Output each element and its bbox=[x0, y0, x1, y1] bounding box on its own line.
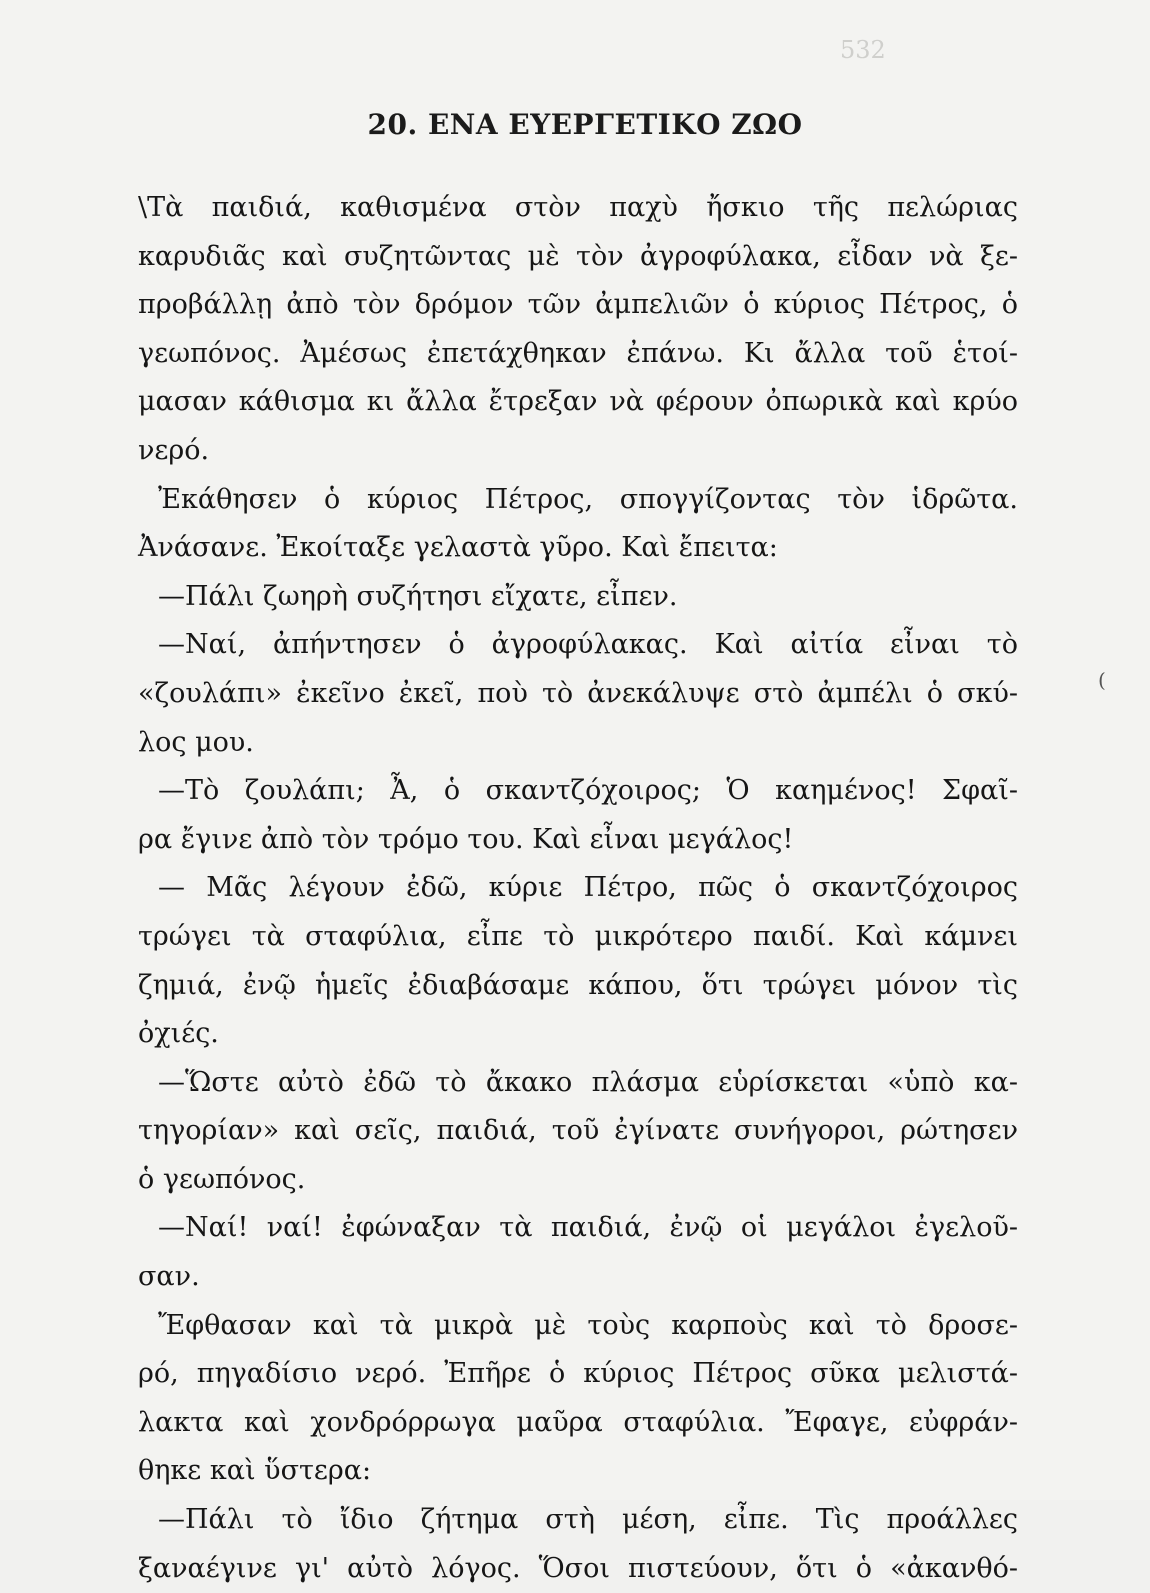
text-line: Ἐκάθησεν ὁ κύριος Πέτρος, σπογγίζοντας τὸν ἱδρῶτα. bbox=[158, 483, 1018, 515]
text-line: ὁ γεωπόνος. bbox=[138, 1163, 306, 1195]
text-line: Ἔφθασαν καὶ τὰ μικρὰ μὲ τοὺς καρποὺς καὶ τὸ δροσε- bbox=[158, 1309, 1018, 1341]
text-line: «ζουλάπι» ἐκεῖνο ἐκεῖ, ποὺ τὸ ἀνεκάλυψε στὸ ἀμπέλι ὁ σκύ- bbox=[138, 677, 1018, 709]
text-line: μασαν κάθισμα κι ἄλλα ἔτρεξαν νὰ φέρουν ὀπωρικὰ καὶ κρύο bbox=[138, 386, 1018, 418]
text-line: —Ὥστε αὐτὸ ἐδῶ τὸ ἄκακο πλάσμα εὑρίσκεται «ὑπὸ κα- bbox=[158, 1066, 1018, 1098]
text-line: σαν. bbox=[138, 1261, 200, 1293]
text-line: —Πάλι τὸ ἴδιο ζήτημα στὴ μέση, εἶπε. Τὶς προάλλες bbox=[158, 1504, 1018, 1536]
text-line: λος μου. bbox=[138, 726, 254, 758]
text-line: ρό, πηγαδίσιο νερό. Ἐπῆρε ὁ κύριος Πέτρος σῦκα μελιστά- bbox=[138, 1358, 1018, 1390]
text-line: τρώγει τὰ σταφύλια, εἶπε τὸ μικρότερο παιδί. Καὶ κάμνει bbox=[138, 920, 1018, 952]
text-line: λακτα καὶ χονδρόρρωγα μαῦρα σταφύλια. Ἔφαγε, εὐφράν- bbox=[138, 1406, 1018, 1438]
text-line: ξαναέγινε γι' αὐτὸ λόγος. Ὅσοι πιστεύουν, ὅτι ὁ «ἀκανθό- bbox=[138, 1552, 1018, 1584]
text-line: —Τὸ ζουλάπι; Ἆ, ὁ σκαντζόχοιρος; Ὁ καημένος! Σφαῖ- bbox=[158, 775, 1018, 807]
text-line: νερό. bbox=[138, 434, 210, 466]
text-line: —Ναί, ἀπήντησεν ὁ ἀγροφύλακας. Καὶ αἰτία εἶναι τὸ bbox=[158, 629, 1018, 661]
body-text bbox=[138, 184, 1018, 1593]
margin-mark: ( bbox=[1098, 668, 1106, 692]
text-line: —Ναί! ναί! ἐφώναξαν τὰ παιδιά, ἐνῷ οἱ μεγάλοι ἐγελοῦ- bbox=[158, 1212, 1018, 1244]
text-line: ὀχιές. bbox=[138, 1018, 219, 1050]
text-line: Ἀνάσανε. Ἐκοίταξε γελαστὰ γῦρο. Καὶ ἔπειτα: bbox=[138, 532, 778, 564]
text-line: —Πάλι ζωηρὴ συζήτησι εἴχατε, εἶπεν. bbox=[158, 580, 678, 612]
text-line: γεωπόνος. Ἀμέσως ἐπετάχθηκαν ἐπάνω. Κι ἄλλα τοῦ ἑτοί- bbox=[138, 337, 1018, 369]
text-line: \Τὰ παιδιά, καθισμένα στὸν παχὺ ἤσκιο τῆς πελώριας bbox=[138, 192, 1018, 223]
text-line: ρα ἔγινε ἀπὸ τὸν τρόμο του. Καὶ εἶναι μεγάλος! bbox=[138, 823, 794, 855]
bleed-through-page-number: 532 bbox=[840, 36, 886, 64]
text-line: ζημιά, ἐνῷ ἡμεῖς ἐδιαβάσαμε κάπου, ὅτι τρώγει μόνον τὶς bbox=[138, 969, 1018, 1001]
chapter-title: 20. ΕΝΑ ΕΥΕΡΓΕΤΙΚΟ ΖΩΟ bbox=[367, 108, 803, 141]
text-line: τηγορίαν» καὶ σεῖς, παιδιά, τοῦ ἐγίνατε συνήγοροι, ρώτησεν bbox=[138, 1115, 1018, 1147]
text-line: προβάλλῃ ἀπὸ τὸν δρόμον τῶν ἀμπελιῶν ὁ κύριος Πέτρος, ὁ bbox=[138, 289, 1018, 321]
text-line: — Μᾶς λέγουν ἐδῶ, κύριε Πέτρο, πῶς ὁ σκαντζόχοιρος bbox=[158, 872, 1018, 904]
text-line: θηκε καὶ ὕστερα: bbox=[138, 1455, 372, 1487]
text-line: καρυδιᾶς καὶ συζητῶντας μὲ τὸν ἀγροφύλακα, εἶδαν νὰ ξε- bbox=[138, 240, 1018, 272]
